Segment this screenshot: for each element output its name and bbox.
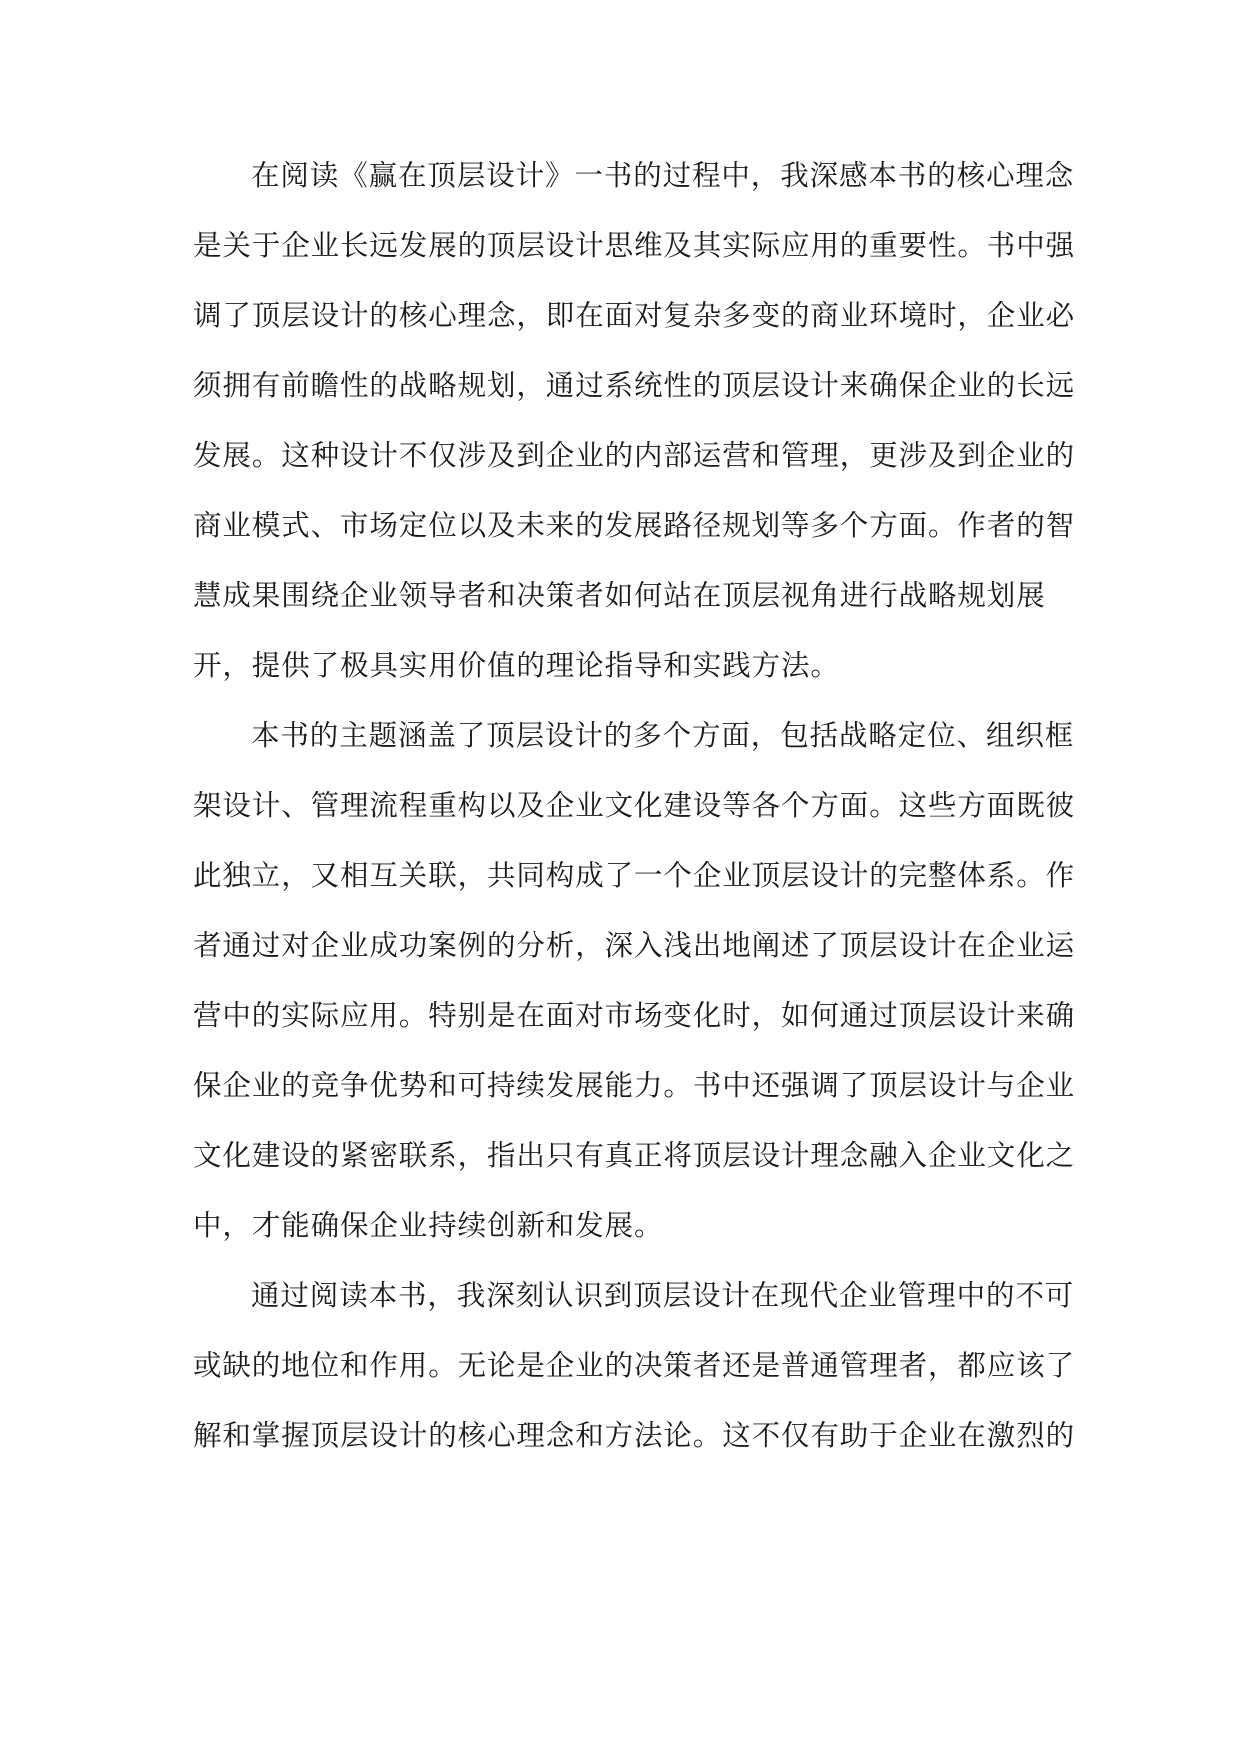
text-line: 者通过对企业成功案例的分析，深入浅出地阐述了顶层设计在企业运 [193, 929, 1076, 962]
text-line: 本书的主题涵盖了顶层设计的多个方面，包括战略定位、组织框 [251, 719, 1075, 752]
text-line: 此独立，又相互关联，共同构成了一个企业顶层设计的完整体系。作 [193, 859, 1076, 892]
text-line: 解和掌握顶层设计的核心理念和方法论。这不仅有助于企业在激烈的 [193, 1419, 1076, 1452]
text-line: 保企业的竞争优势和可持续发展能力。书中还强调了顶层设计与企业 [193, 1069, 1076, 1102]
document-body [193, 141, 1076, 1471]
text-line: 须拥有前瞻性的战略规划，通过系统性的顶层设计来确保企业的长远 [193, 369, 1076, 402]
text-line: 调了顶层设计的核心理念，即在面对复杂多变的商业环境时，企业必 [193, 299, 1076, 332]
text-line: 通过阅读本书，我深刻认识到顶层设计在现代企业管理中的不可 [251, 1279, 1075, 1312]
text-line: 商业模式、市场定位以及未来的发展路径规划等多个方面。作者的智 [193, 509, 1076, 542]
text-line: 营中的实际应用。特别是在面对市场变化时，如何通过顶层设计来确 [193, 999, 1076, 1032]
paragraph-2 [193, 701, 1076, 1261]
text-line: 文化建设的紧密联系，指出只有真正将顶层设计理念融入企业文化之 [193, 1139, 1076, 1172]
text-line: 或缺的地位和作用。无论是企业的决策者还是普通管理者，都应该了 [193, 1349, 1076, 1382]
paragraph-1 [193, 141, 1076, 701]
text-line: 慧成果围绕企业领导者和决策者如何站在顶层视角进行战略规划展 [193, 579, 1046, 612]
text-line: 是关于企业长远发展的顶层设计思维及其实际应用的重要性。书中强 [193, 229, 1076, 262]
text-line: 架设计、管理流程重构以及企业文化建设等各个方面。这些方面既彼 [193, 789, 1076, 822]
text-line: 开，提供了极具实用价值的理论指导和实践方法。 [193, 649, 840, 682]
paragraph-3 [193, 1261, 1076, 1471]
text-line: 发展。这种设计不仅涉及到企业的内部运营和管理，更涉及到企业的 [193, 439, 1076, 472]
text-line: 在阅读《赢在顶层设计》一书的过程中，我深感本书的核心理念 [251, 159, 1075, 192]
text-line: 中，才能确保企业持续创新和发展。 [193, 1209, 664, 1242]
